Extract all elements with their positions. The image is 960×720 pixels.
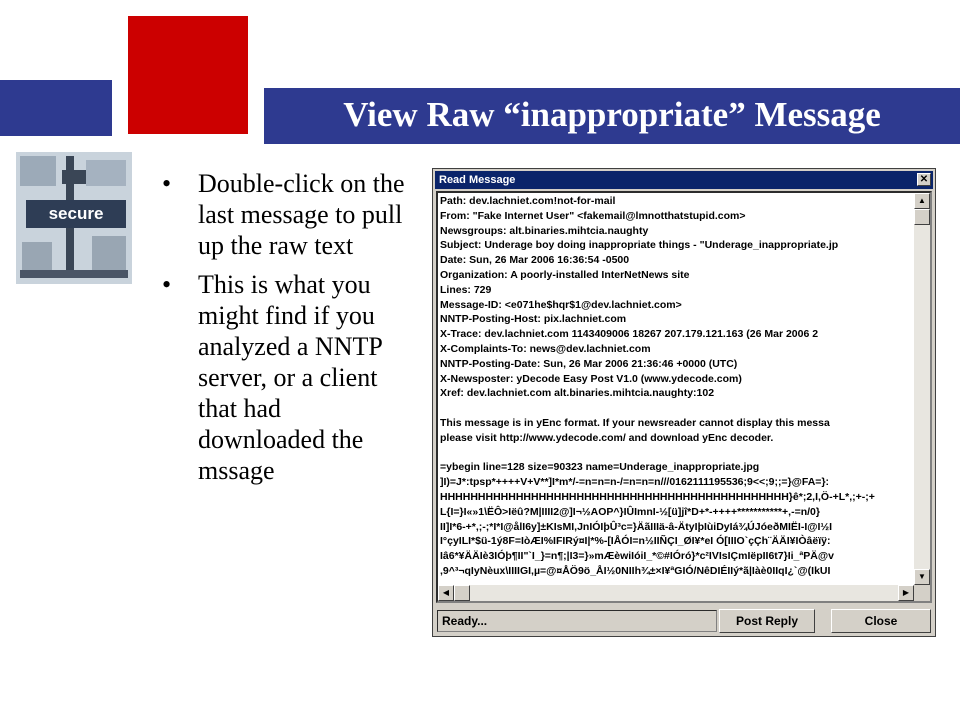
message-line: I°çyILI*$ü-1ý8F=IòÆI%IFIRý¤I|*%-[IÅÓI=n½IIÑÇI_ØI¥*eI Ó[IIIO`çÇh¨ÄÄI¥IÒâëïÿ: — [440, 535, 831, 548]
message-line: X-Complaints-To: news@dev.lachniet.com — [440, 342, 651, 355]
message-text-area[interactable] — [436, 191, 932, 603]
window-titlebar[interactable] — [435, 171, 933, 189]
message-line: Newsgroups: alt.binaries.mihtcia.naughty — [440, 224, 649, 237]
message-line: Subject: Underage boy doing inappropriate things - "Underage_inappropriate.jp — [440, 239, 839, 252]
scroll-down-icon[interactable]: ▼ — [914, 569, 930, 585]
message-text[interactable] — [440, 194, 916, 584]
secure-logo — [16, 152, 132, 284]
message-line: Message-ID: <e071he$hqr$1@dev.lachniet.com> — [440, 298, 682, 311]
message-line: NNTP-Posting-Date: Sun, 26 Mar 2006 21:36:46 +0000 (UTC) — [440, 357, 738, 370]
scroll-right-icon[interactable]: ▶ — [898, 585, 914, 601]
message-line: ]I)=J*:tpsp*++++V+V**]I*m*/-=n=n=n-/=n=n=n///0162111195536;9<<;9;;=}@FA=}: — [440, 476, 830, 489]
slide-title: View Raw “inappropriate” Message — [343, 95, 881, 134]
scroll-left-icon[interactable]: ◀ — [438, 585, 454, 601]
message-line: NNTP-Posting-Host: pix.lachniet.com — [440, 313, 627, 326]
scroll-corner — [914, 585, 930, 601]
scroll-up-icon[interactable]: ▲ — [914, 193, 930, 209]
scroll-thumb[interactable] — [454, 585, 470, 601]
horizontal-scrollbar[interactable] — [438, 585, 914, 601]
message-line: L{I=}I«»1\ËÔ>Iëû?M|IIII2@]I¬½AOP^}IÛImnI-½[ü]jî*D+*-++++***********+,-=n/0} — [440, 505, 820, 518]
title-banner — [264, 88, 960, 144]
message-line: II]I*6-+*,;-;*I*I@ålI6y]±KIsMI,JnIÓIþÛ³c=}ÄãIIIä-â-ÄtyIþIùiDyIá¾ÚJóeðMIËI-I@I½I — [440, 520, 833, 533]
window-title: Read Message — [439, 174, 516, 186]
post-reply-button[interactable]: Post Reply — [719, 609, 815, 633]
message-line: Date: Sun, 26 Mar 2006 16:36:54 -0500 — [440, 254, 630, 267]
bullet-list — [158, 168, 408, 494]
message-line: Lines: 729 — [440, 283, 492, 296]
message-line — [440, 401, 916, 416]
message-line: Organization: A poorly-installed InterNetNews site — [440, 268, 690, 281]
scroll-thumb[interactable] — [914, 209, 930, 225]
message-line: please visit http://www.ydecode.com/ and download yEnc decoder. — [440, 431, 774, 444]
message-line: =ybegin line=128 size=90323 name=Underage_inappropriate.jpg — [440, 461, 760, 474]
bullet-icon: • — [162, 270, 172, 299]
close-button[interactable]: Close — [831, 609, 931, 633]
close-icon[interactable]: ✕ — [917, 173, 931, 186]
read-message-window — [432, 168, 936, 637]
bullet-text: This is what you might find if you analyzed a NNTP server, or a client that had downloaded the mssage — [198, 270, 382, 485]
red-accent-square — [128, 16, 248, 134]
bullet-text: Double-click on the last message to pull up the raw text — [198, 169, 405, 260]
message-line — [440, 446, 916, 461]
message-line: From: "Fake Internet User" <fakemail@lmnotthatstupid.com> — [440, 209, 746, 222]
message-line: X-Trace: dev.lachniet.com 1143409006 18267 207.179.121.163 (26 Mar 2006 2 — [440, 328, 819, 341]
status-bar: Ready... — [437, 610, 717, 632]
message-line: HHHHHHHHHHHHHHHHHHHHHHHHHHHHHHHHHHHHHHHHHHHHHH}ê*;2,I,Ö-+L*,;+-;+ — [440, 490, 875, 503]
logo-text: secure — [48, 204, 104, 223]
vertical-scrollbar[interactable] — [914, 193, 930, 585]
bullet-icon: • — [162, 169, 172, 198]
message-line: ,9^³¬qIyNèux\IIIIGI,µ=@¤ÅÖ9ö_ÅI½0NIIh¾±×I¥ªGIÓ/NêDIÉIIý*ã|Iàè0IIqI¿`@(IkUI — [440, 564, 831, 577]
bullet-item — [158, 269, 408, 486]
blue-accent-bar — [0, 80, 112, 136]
bullet-item — [158, 168, 408, 261]
message-line: X-Newsposter: yDecode Easy Post V1.0 (www.ydecode.com) — [440, 372, 742, 385]
message-line: Path: dev.lachniet.com!not-for-mail — [440, 195, 616, 207]
message-line: Xref: dev.lachniet.com alt.binaries.mihtcia.naughty:102 — [440, 387, 715, 400]
message-line: Iâ6*¥ÄÄIè3IÓþ¶II"`I_}=n¶;|I3=}»mÆèwiIóiI_*©#IÓró}*c²IVIsIÇmIëpII6t7}Ii_ªPÄ@v — [440, 550, 834, 563]
message-line: This message is in yEnc format. If your newsreader cannot display this messa — [440, 416, 830, 429]
